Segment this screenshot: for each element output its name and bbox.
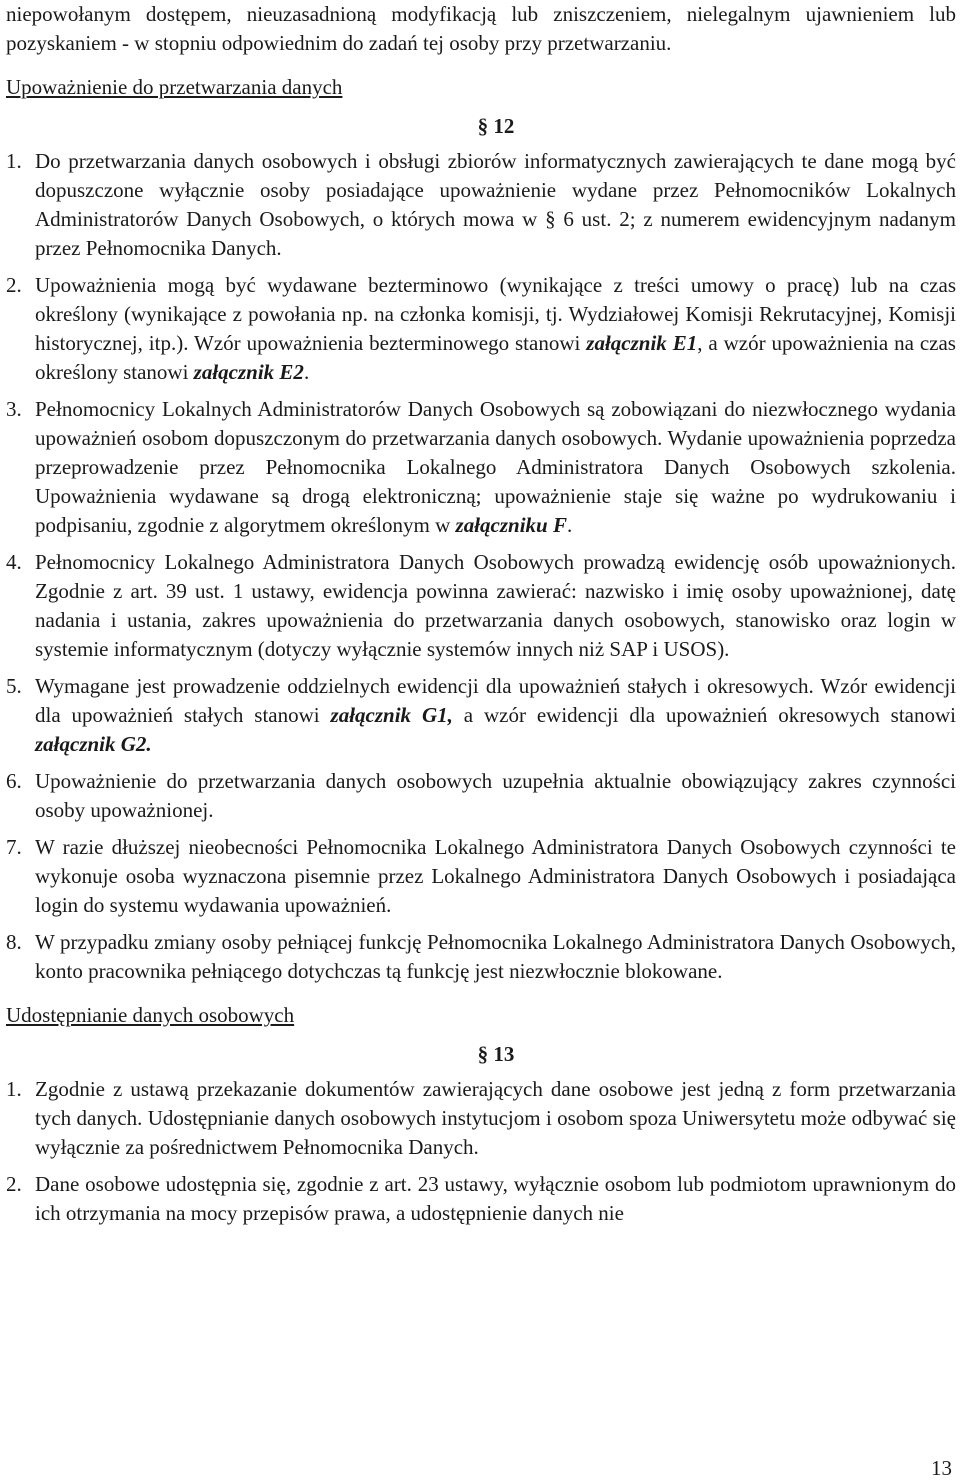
item-text: Dane osobowe udostępnia się, zgodnie z art. 23 ustawy, wyłącznie osobom lub podmiotom uprawnionym do ich otrzymania na mocy przepisów prawa, a udostępnienie danych nie	[35, 1172, 956, 1225]
item-text: Zgodnie z ustawą przekazanie dokumentów zawierających dane osobowe jest jedną z form przetwarzania tych danych. Udostępnianie danych osobowych instytucjom i osobom spoza Uniwersytetu może odbywać się wyłącznie za pośrednictwem Pełnomocnika Danych.	[35, 1077, 956, 1159]
item-number: 1.	[6, 1077, 22, 1101]
item-number: 2.	[6, 273, 22, 297]
list-item	[6, 147, 956, 263]
section-12-mark: § 12	[477, 114, 515, 138]
section-12-list	[6, 147, 956, 986]
list-item	[6, 271, 956, 387]
list-item	[6, 1075, 956, 1162]
item-text: Do przetwarzania danych osobowych i obsługi zbiorów informatycznych zawierających te dane mogą być dopuszczone wyłącznie osoby posiadające upoważnienie wydane przez Pełnomocników Lokalnych Administratorów Danych Osobowych, o których mowa w § 6 ust. 2; z numerem ewidencyjnym nadanym przez Pełnomocnika Danych.	[35, 149, 956, 260]
list-item	[6, 833, 956, 920]
item-text: Wymagane jest prowadzenie oddzielnych ewidencji dla upoważnień stałych i okresowych. Wzór ewidencji dla upoważnień stałych stanowi	[35, 674, 956, 727]
item-text: .	[303, 360, 310, 384]
section-13-list	[6, 1075, 956, 1228]
section-13-mark: § 13	[477, 1042, 515, 1066]
item-text: Pełnomocnicy Lokalnego Administratora Danych Osobowych prowadzą ewidencję osób upoważnionych. Zgodnie z art. 39 ust. 1 ustawy, ewidencja powinna zawierać: nazwisko i imię osoby upoważnionej, datę nadania i ustania, zakres upoważnienia do przetwarzania danych osobowych, stanowisko oraz login w systemie informatycznym (dotyczy wyłącznie systemów innych niż SAP i USOS).	[35, 550, 956, 661]
item-text: .	[566, 513, 573, 537]
attachment-reference: załącznik E1	[586, 331, 698, 355]
item-text: Pełnomocnicy Lokalnych Administratorów Danych Osobowych są zobowiązani do niezwłocznego wydania upoważnień osobom dopuszczonym do przetwarzania danych osobowych. Wydanie upoważnienia poprzedza przeprowadzenie przez Pełnomocnika Lokalnego Administratora Danych Osobowych szkolenia. Upoważnienia wydawane są drogą elektroniczną; upoważnienie staje się ważne po wydrukowaniu i podpisaniu, zgodnie z algorytmem określonym w	[35, 397, 956, 537]
item-text: W razie dłuższej nieobecności Pełnomocnika Lokalnego Administratora Danych Osobowych czynności te wykonuje osoba wyznaczona pisemnie przez Lokalnego Administratora Danych Osobowych i posiadająca login do systemu wydawania upoważnień.	[35, 835, 956, 917]
item-number: 6.	[6, 769, 22, 793]
item-text: W przypadku zmiany osoby pełniącej funkcję Pełnomocnika Lokalnego Administratora Danych Osobowych, konto pracownika pełniącego dotychczas tą funkcję jest niezwłocznie blokowane.	[35, 930, 956, 983]
item-text: , a wzór upoważnienia na czas określony stanowi	[35, 331, 956, 384]
item-number: 1.	[6, 149, 22, 173]
page-number: 13	[931, 1456, 952, 1480]
list-item	[6, 548, 956, 664]
item-number: 7.	[6, 835, 22, 859]
section-13-heading: Udostępnianie danych osobowych	[6, 1003, 295, 1027]
list-item	[6, 672, 956, 759]
item-text: Upoważnienie do przetwarzania danych osobowych uzupełnia aktualnie obowiązujący zakres czynności osoby upoważnionej.	[35, 769, 956, 822]
list-item	[6, 767, 956, 825]
item-number: 2.	[6, 1172, 22, 1196]
attachment-reference: załączniku F	[455, 513, 567, 537]
list-item	[6, 395, 956, 540]
document-page	[6, 0, 956, 1232]
item-number: 3.	[6, 397, 22, 421]
item-number: 5.	[6, 674, 22, 698]
list-item	[6, 928, 956, 986]
item-text: a wzór ewidencji dla upoważnień okresowych stanowi	[452, 703, 956, 727]
section-12-heading: Upoważnienie do przetwarzania danych	[6, 75, 343, 99]
attachment-reference: załącznik G2.	[35, 732, 152, 756]
intro-paragraph: niepowołanym dostępem, nieuzasadnioną modyfikacją lub zniszczeniem, nielegalnym ujawnieniem lub pozyskaniem - w stopniu odpowiednim do zadań tej osoby przy przetwarzaniu.	[6, 2, 956, 55]
attachment-reference: załącznik E2	[193, 360, 304, 384]
item-number: 8.	[6, 930, 22, 954]
list-item	[6, 1170, 956, 1228]
item-number: 4.	[6, 550, 22, 574]
attachment-reference: załącznik G1,	[330, 703, 453, 727]
item-text: Upoważnienia mogą być wydawane bezterminowo (wynikające z treści umowy o pracę) lub na czas określony (wynikające z powołania np. na członka komisji, tj. Wydziałowej Komisji Rekrutacyjnej, Komisji historycznej, itp.). Wzór upoważnienia bezterminowego stanowi	[35, 273, 956, 355]
